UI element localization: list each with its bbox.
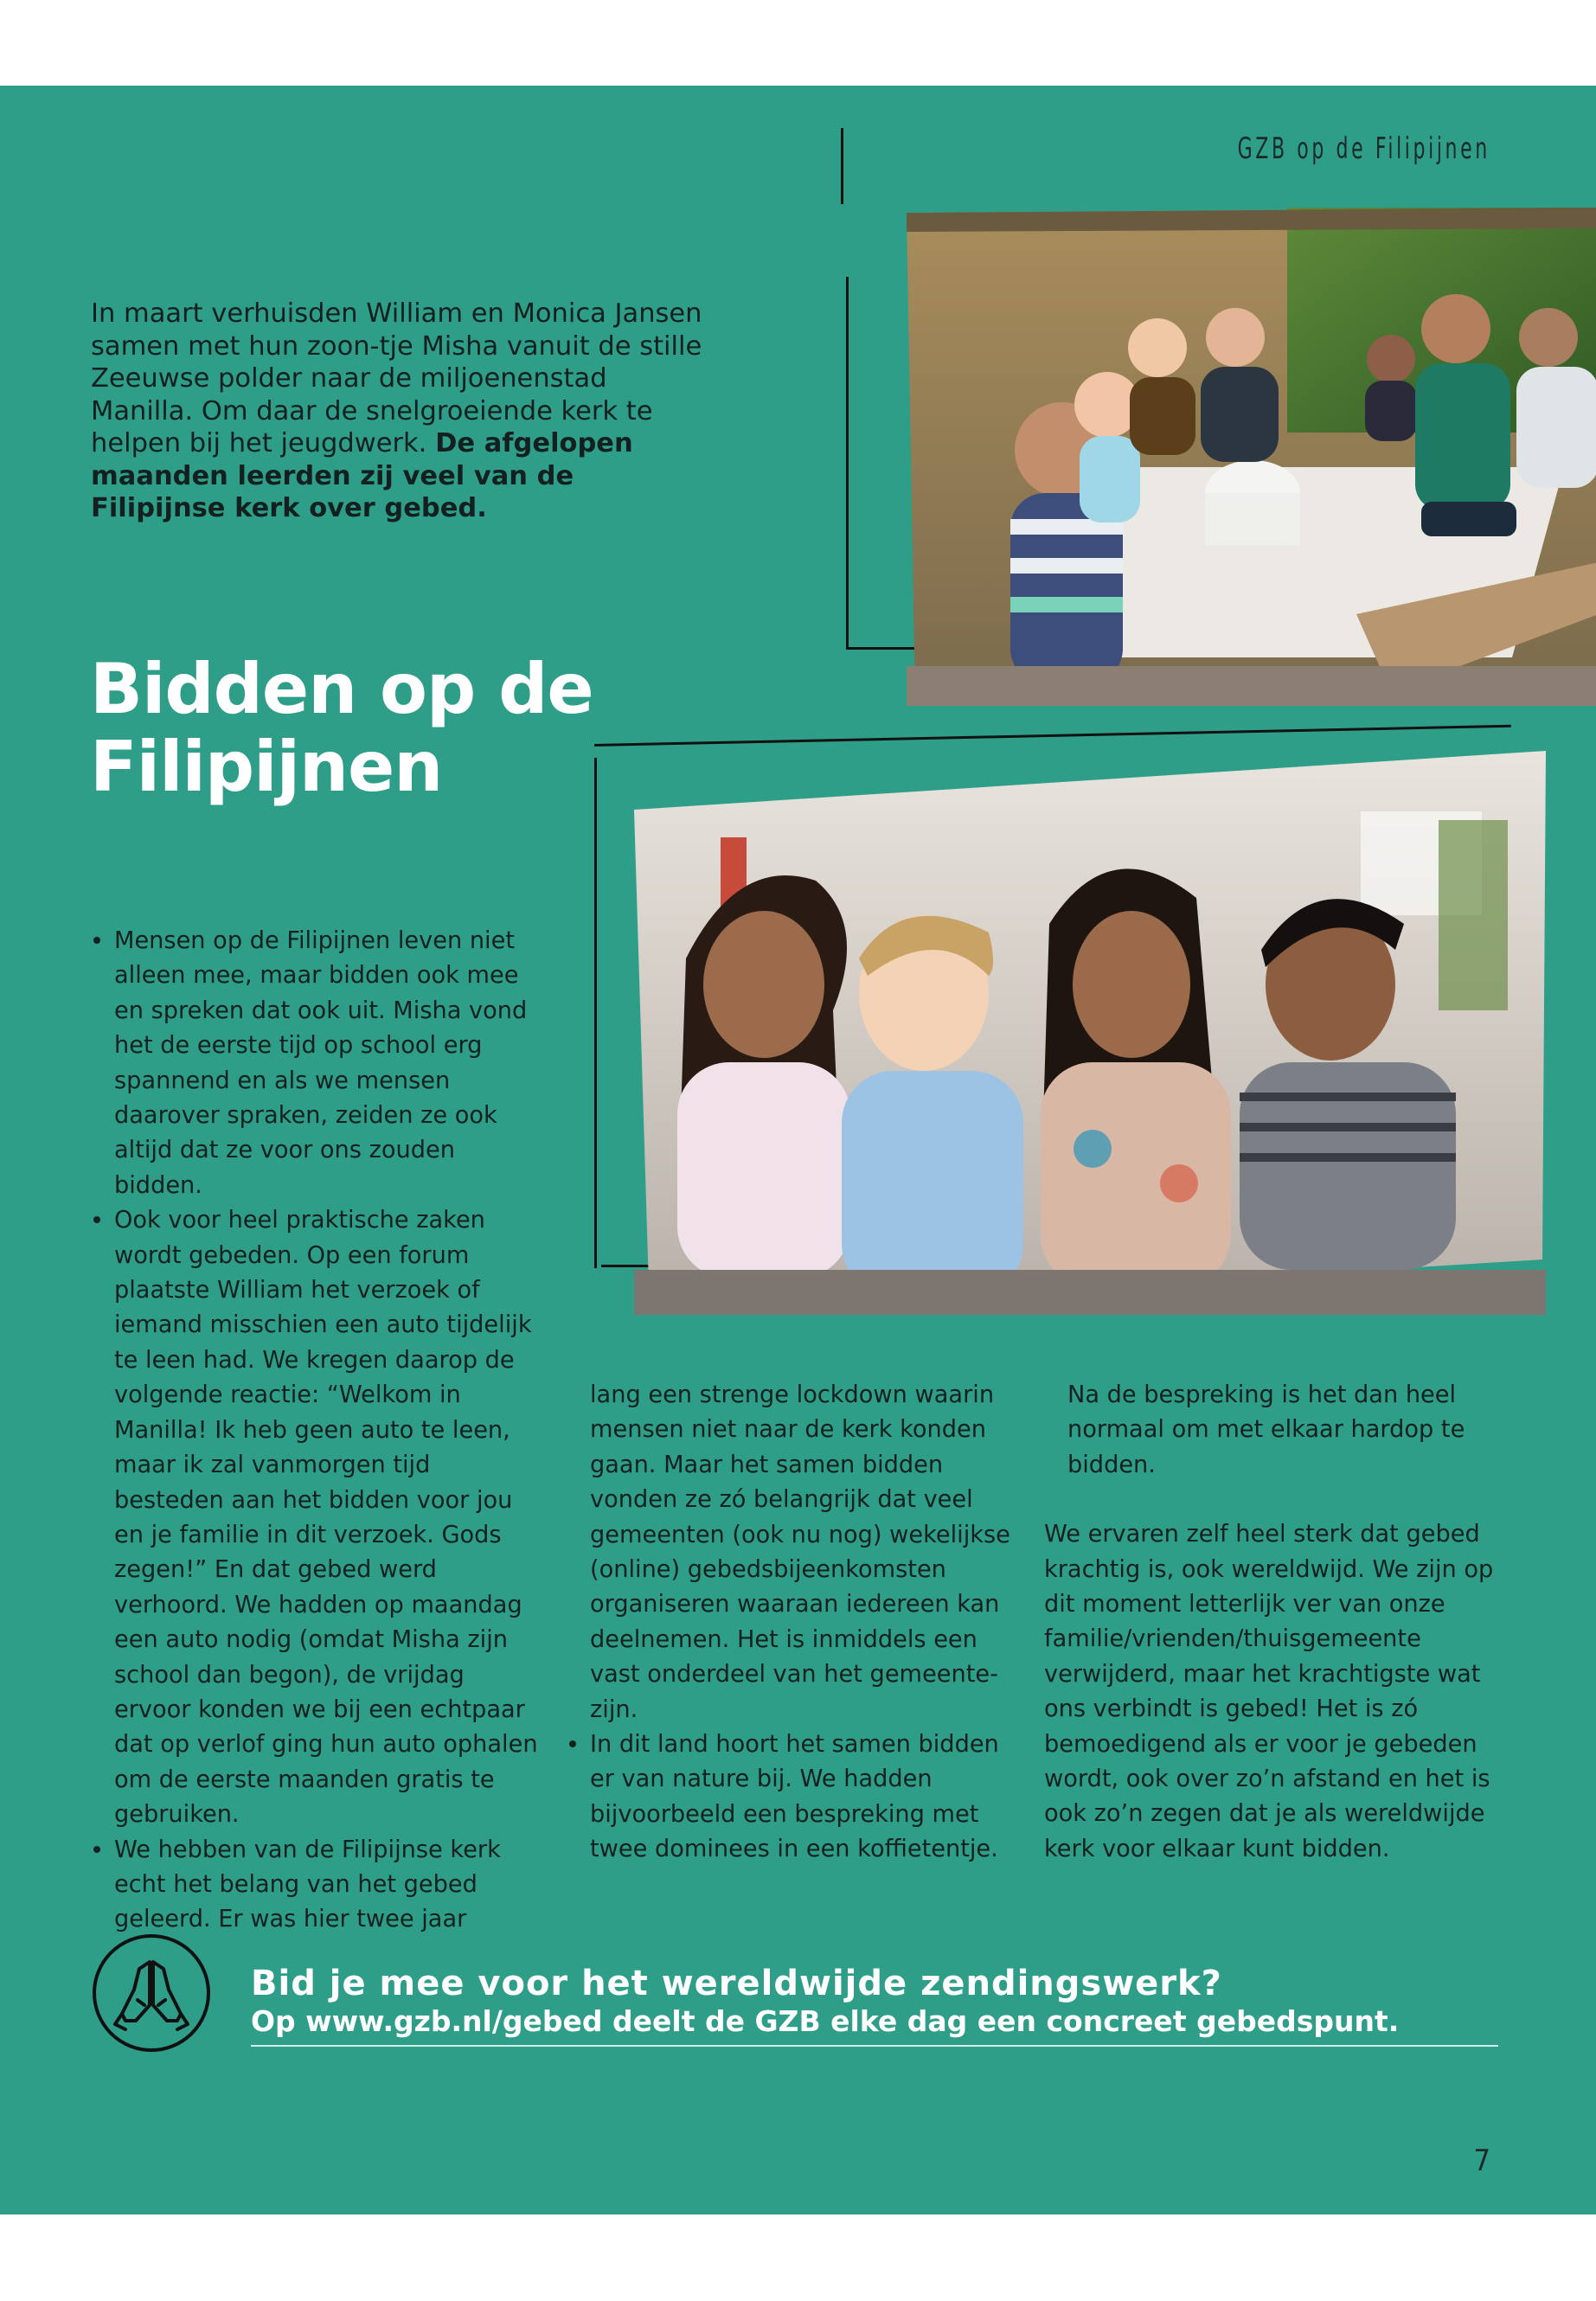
intro-lead: In maart verhuisden William en Monica Jansen samen met hun zoon-tje Misha vanuit de stille Zeeuwse polder naar de miljoenenstad Manilla. Om daar de snelgroeiende kerk te helpen bij het jeugdwerk. [91,298,702,458]
paragraph: We ervaren zelf heel sterk dat gebed krachtig is, ook wereldwijd. We zijn op dit moment letterlijk ver van onze familie/vrienden/thuisgemeente verwijderd, maar het krachtigste wat ons verbindt is gebed! Het is zó bemoedigend als er voor je gebeden wordt, ook over zo’n afstand en het is ook zo’n zegen dat je als wereldwijde kerk voor elkaar kunt bidden. [1044,1521,1494,1862]
family-table-photo [907,208,1596,706]
bullet-paragraph: Mensen op de Filipijnen leven niet alleen mee, maar bidden ook mee en spreken dat ook uit. Misha vond het de eerste tijd op school erg spannend en als we mensen daarover spraken, zeiden ze ook altijd dat ze voor ons zouden bidden. [91,924,545,1203]
bullet-paragraph: We hebben van de Filipijnse kerk echt het belang van het gebed geleerd. Er was hier twee jaar [91,1833,545,1938]
children-photo-image [625,751,1546,1315]
title-line-2: Filipijnen [90,727,443,807]
intro-bold: De afgelopen maanden leerden zij veel van de Filipijnse kerk over gebed. [91,428,633,523]
children-photo [625,751,1546,1315]
intro-text [91,298,714,525]
paragraph: lang een strenge lockdown waarin mensen niet naar de kerk konden gaan. Maar het samen bidden vonden ze zó belangrijk dat veel gemeenten (ook nu nog) wekelijkse (online) gebedsbijeenkomsten organiseren waaraan iedereen kan deelnemen. Het is inmiddels een vast onderdeel van het gemeente-zijn. [590,1381,1010,1723]
column-3 [1044,1378,1494,1867]
family-table-photo-image [907,208,1596,706]
sketch-line [846,277,849,649]
paragraph: Na de bespreking is het dan heel normaal om met elkaar hardop te bidden. [1067,1381,1465,1478]
bullet-paragraph: Ook voor heel praktische zaken wordt gebeden. Op een forum plaatste William het verzoek of iemand misschien een auto tijdelijk te leen had. We kregen daarop de volgende reactie: “Welkom in Manilla! Ik heb geen auto te leen, maar ik zal vanmorgen tijd besteden aan het bidden voor jou en je familie in dit verzoek. Gods zegen!” En dat gebed werd verhoord. We hadden op maandag een auto nodig (omdat Misha zijn school dan begon), de vrijdag ervoor konden we bij een echtpaar dat op verlof ging hun auto ophalen om de eerste maanden gratis te gebruiken. [91,1203,545,1832]
page-number: 7 [1473,2144,1490,2178]
bullet-paragraph: In dit land hoort het samen bidden er van nature bij. We hadden bijvoorbeeld een bespreking met twee dominees in een koffietentje. [567,1727,1027,1868]
praying-hands-icon [96,1938,207,2048]
sketch-line [846,647,915,650]
sketch-line [841,128,843,204]
callout-title: Bid je mee voor het wereldwijde zendingswerk? [251,1964,1222,2003]
callout-text: Op www.gzb.nl/gebed deelt de GZB elke dag een concreet gebedspunt. [251,2004,1400,2038]
callout-divider [251,2045,1498,2047]
running-head: GZB op de Filipijnen [1237,131,1490,166]
sketch-line [594,758,597,1268]
column-2 [567,1378,1027,1868]
title-line-1: Bidden op de [90,649,593,729]
column-1 [91,924,545,1938]
prayer-icon-circle [93,1934,210,2052]
